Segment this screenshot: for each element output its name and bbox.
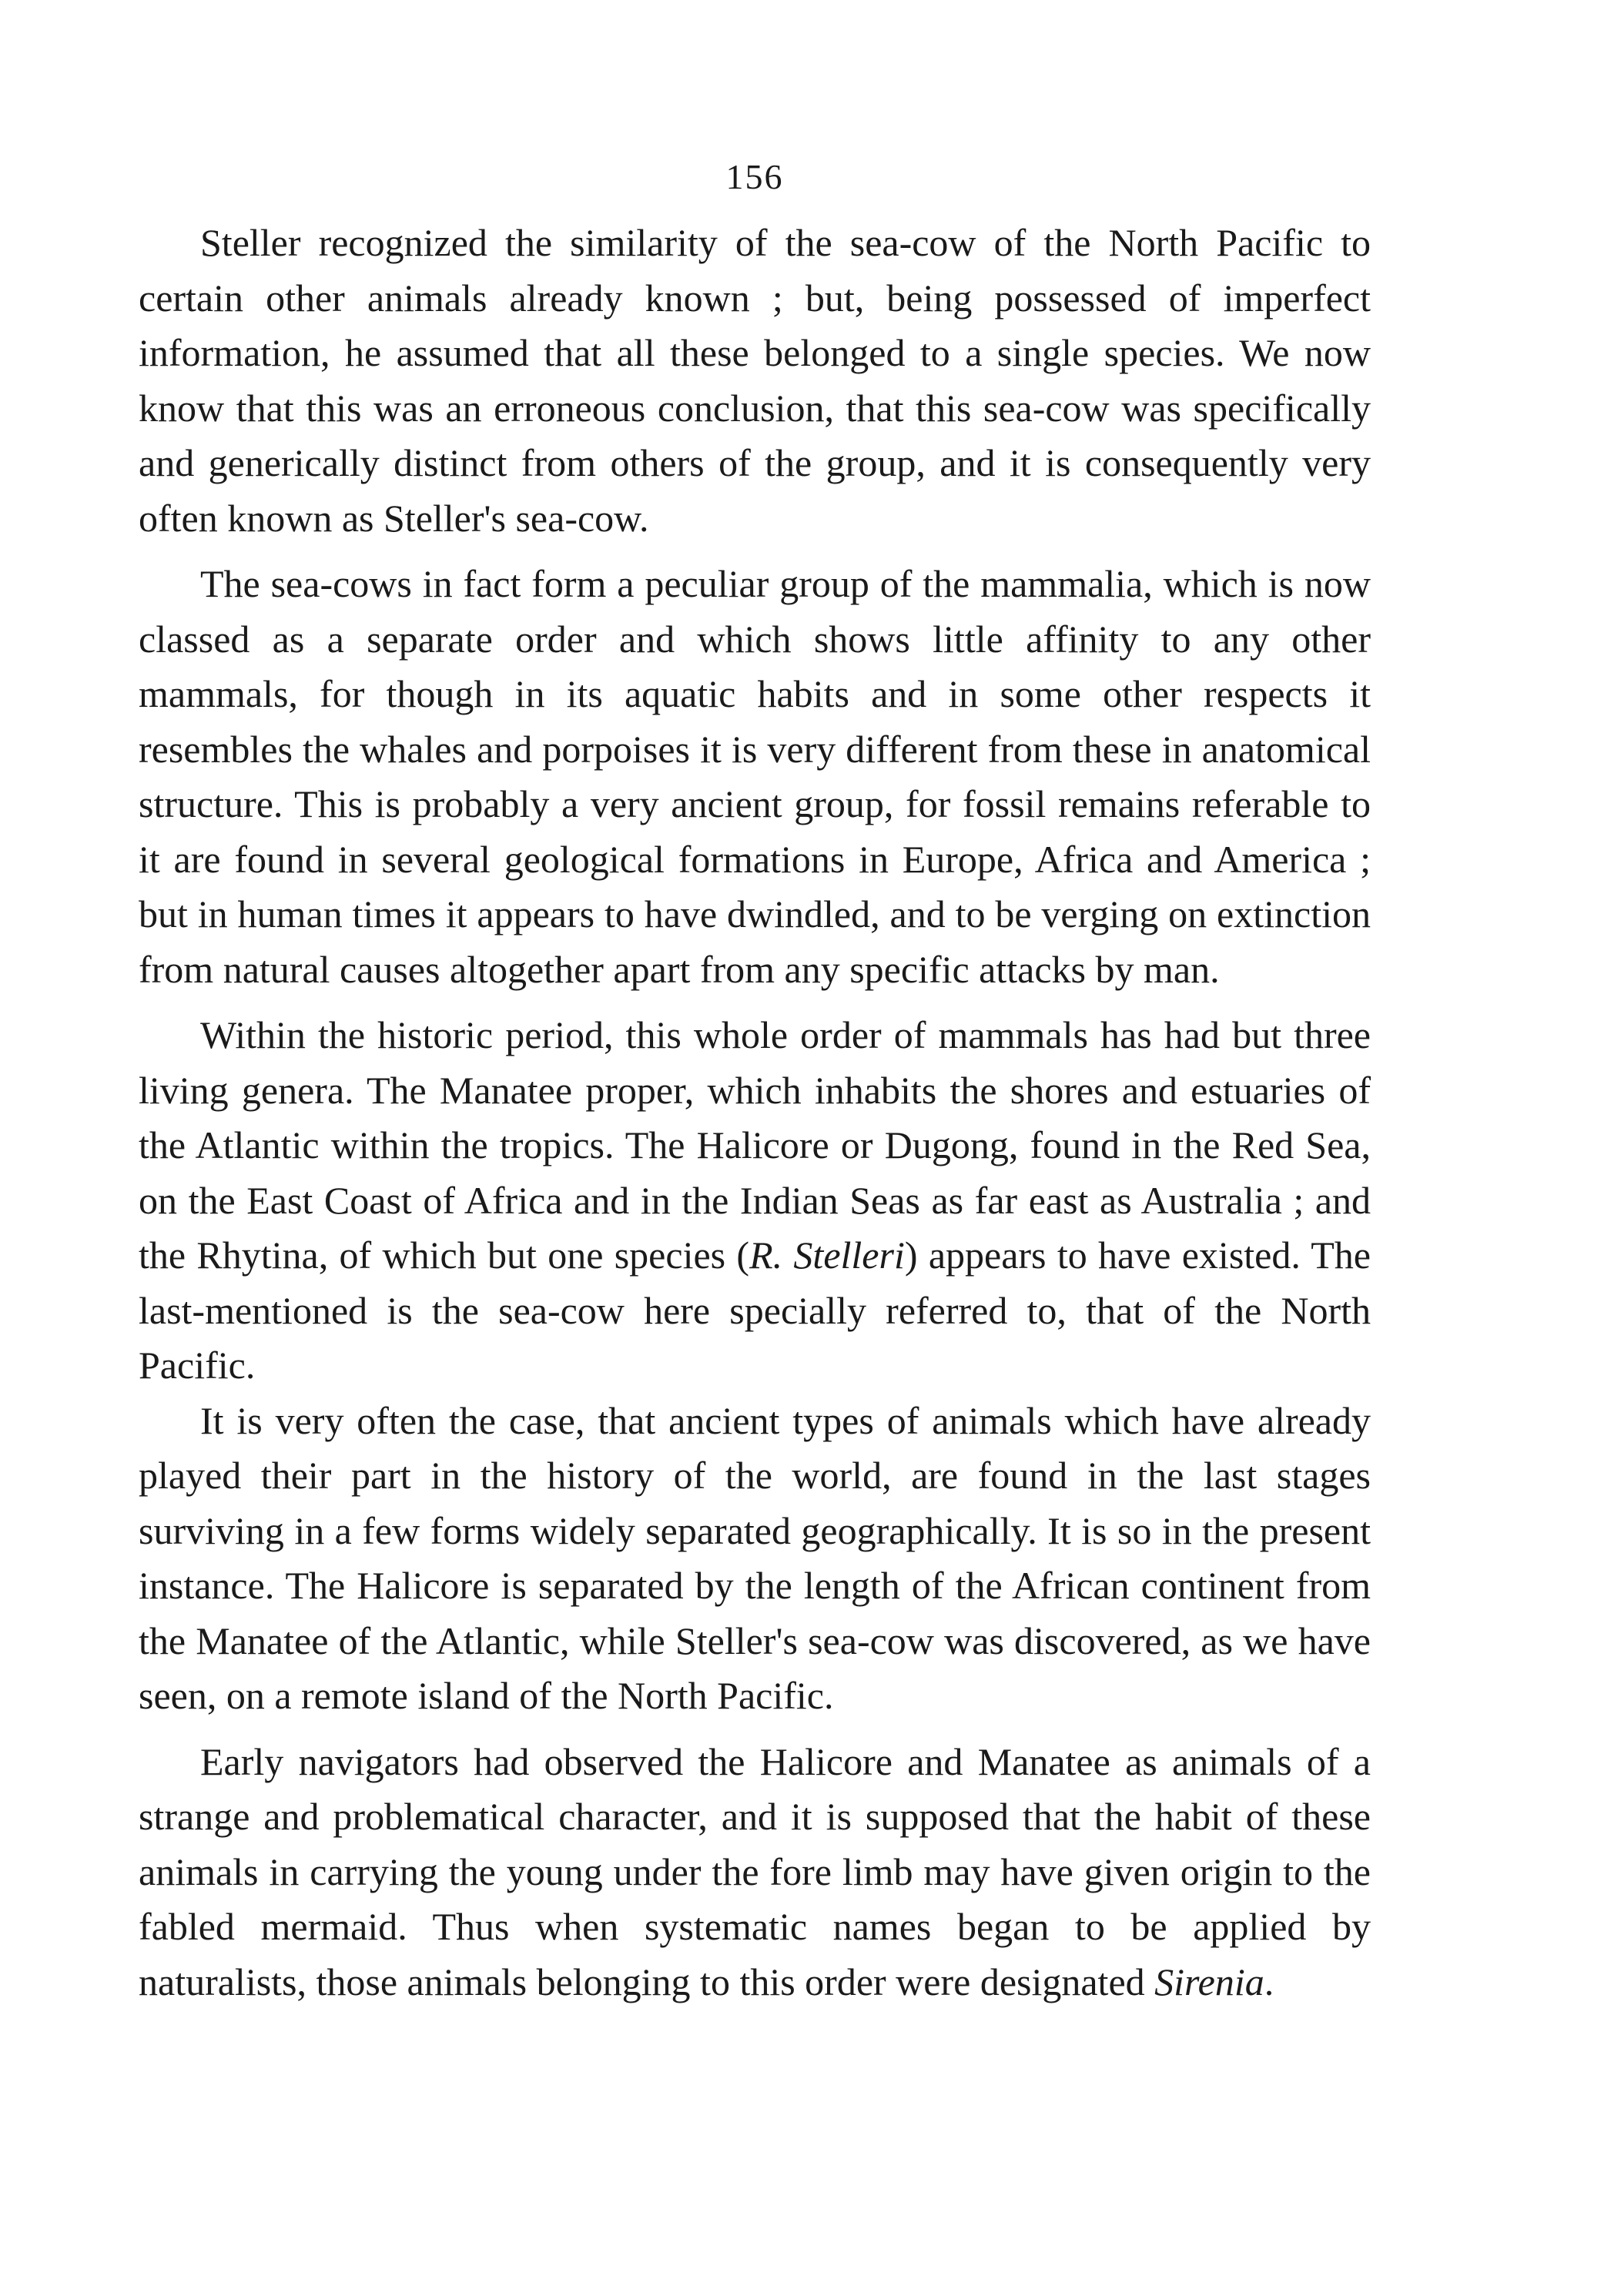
- paragraph-early-navigators: [139, 1735, 1371, 2010]
- page-number: 156: [725, 157, 784, 196]
- paragraph-historic-period-text-before: Within the historic period, this whole order of mammals has had but three living genera. The Manatee proper, which inhabits the shores and estuaries of the Atlantic within the tropics. The Halicore or Dugong, found in the Red Sea, on the East Coast of Africa and in the Indian Seas as far east as Australia ; and the Rhytina, of which but one species (: [139, 1013, 1371, 1277]
- species-name-italic: R. Stelleri: [749, 1233, 905, 1277]
- order-name-italic: Sirenia: [1154, 1960, 1264, 2003]
- book-page: [139, 154, 1371, 2233]
- paragraph-historic-period-text-after: ) appears to have existed. The last-mentioned is the sea-cow here specially referred to, that of the North Pacific.: [139, 1233, 1371, 1387]
- paragraph-ancient-types: It is very often the case, that ancient types of animals which have already played their part in the history of the world, are found in the last stages surviving in a few forms widely separated geographically. It is so in the present instance. The Halicore is separated by the length of the African continent from the Manatee of the Atlantic, while Steller's sea-cow was discovered, as we have seen, on a remote island of the North Pacific.: [139, 1398, 1371, 1717]
- paragraph-steller-recognized: Steller recognized the similarity of the sea-cow of the North Pacific to certain other animals already known ; but, being possessed of imperfect information, he assumed that all these belonged to a single species. We now know that this was an erroneous conclusion, that this sea-cow was specifically and generically distinct from others of the group, and it is consequently very often known as Steller's sea-cow.: [139, 221, 1371, 540]
- paragraph-early-navigators-text-before: Early navigators had observed the Halicore and Manatee as animals of a strange and problematical character, and it is supposed that the habit of these animals in carrying the young under the fore limb may have given origin to the fabled mermaid. Thus when systematic names began to be applied by naturalists, those animals belonging to this order were designated: [139, 1739, 1371, 2003]
- paragraph-sea-cows-group: The sea-cows in fact form a peculiar group of the mammalia, which is now classed as a separate order and which shows little affinity to any other mammals, for though in its aquatic habits and in some other respects it resembles the whales and porpoises it is very different from these in anatomical structure. This is probably a very ancient group, for fossil remains referable to it are found in several geological formations in Europe, Africa and America ; but in human times it appears to have dwindled, and to be verging on extinction from natural causes altogether apart from any specific attacks by man.: [139, 562, 1371, 991]
- paragraph-early-navigators-text-after: .: [1264, 1960, 1274, 2003]
- paragraph-historic-period: [139, 1008, 1371, 1394]
